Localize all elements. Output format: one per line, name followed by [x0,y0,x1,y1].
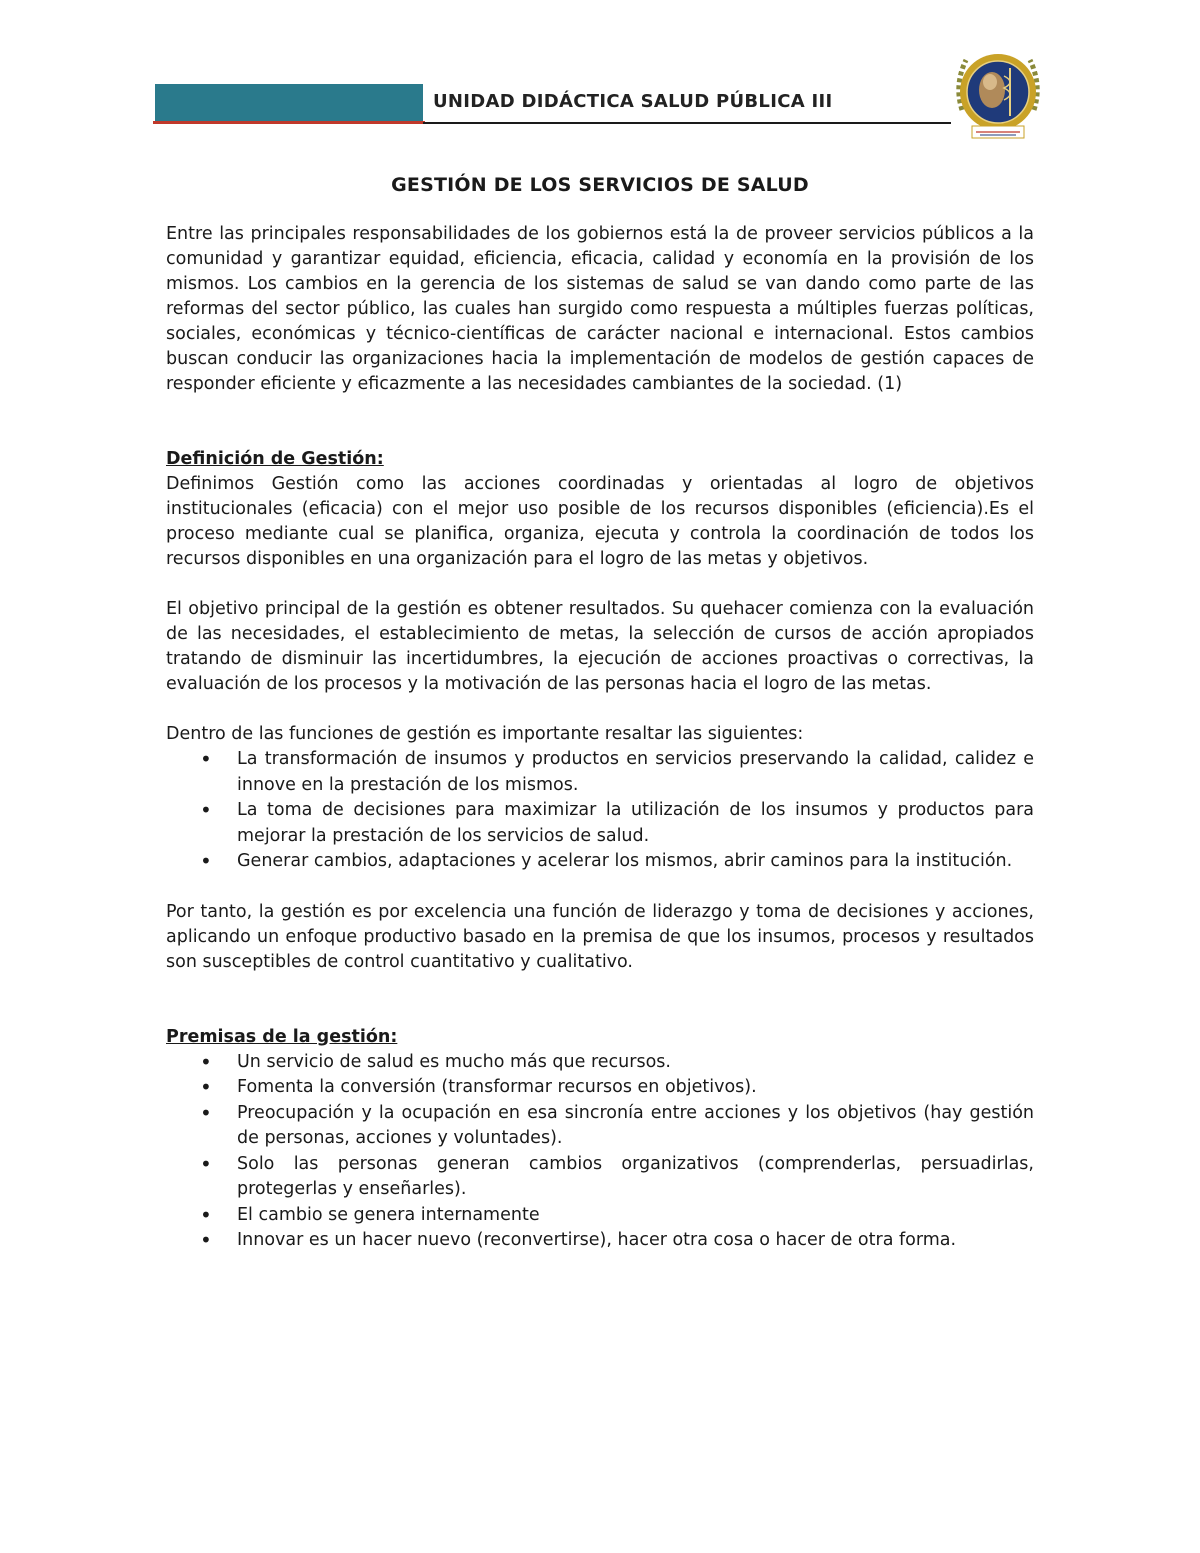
list-item: • Generar cambios, adaptaciones y acelerar los mismos, abrir caminos para la institución. [166,849,1034,875]
header-rule [423,122,951,124]
intro-paragraph: Entre las principales responsabilidades de los gobiernos está la de proveer servicios públicos a la comunidad y garantizar equidad, eficiencia, eficacia, calidad y economía en la provisión de los mismos. Los cambios en la gerencia de los sistemas de salud se van dando como parte de las reformas del sector público, las cuales han surgido como respuesta a múltiples fuerzas políticas, sociales, económicas y técnico-científicas de carácter nacional e internacional. Estos cambios buscan conducir las organizaciones hacia la implementación de modelos de gestión capaces de responder eficiente y eficazmente a las necesidades cambiantes de la sociedad. (1) [166,224,1034,394]
leadership-paragraph: Por tanto, la gestión es por excelencia una función de liderazgo y toma de decisiones y acciones, aplicando un enfoque productivo basado en la premisa de que los insumos, procesos y resultados son susceptibles de control cuantitativo y cualitativo. [166,901,1034,972]
list-item: • Solo las personas generan cambios organizativos (comprenderlas, persuadirlas, protegerlas y enseñarles). [166,1152,1034,1203]
list-item: • El cambio se genera internamente [166,1203,1034,1229]
functions-list [166,747,1034,875]
list-item: • La toma de decisiones para maximizar la utilización de los insumos y productos para mejorar la prestación de los servicios de salud. [166,798,1034,849]
faculty-seal-logo [952,40,1044,144]
list-item: • Preocupación y la ocupación en esa sincronía entre acciones y los objetivos (hay gestión de personas, acciones y voluntades). [166,1101,1034,1152]
objective-paragraph: El objetivo principal de la gestión es obtener resultados. Su quehacer comienza con la evaluación de las necesidades, el establecimiento de metas, la selección de cursos de acción apropiados tratando de disminuir las incertidumbres, la ejecución de acciones proactivas o correctivas, la evaluación de los procesos y la motivación de las personas hacia el logro de las metas. [166,599,1034,694]
definition-heading: Definición de Gestión: [166,449,384,469]
header-color-bar [155,84,423,122]
list-item: • Un servicio de salud es mucho más que recursos. [166,1050,1034,1076]
list-item: • La transformación de insumos y productos en servicios preservando la calidad, calidez e innove en la prestación de los mismos. [166,747,1034,798]
premises-list [166,1050,1034,1254]
functions-intro: Dentro de las funciones de gestión es importante resaltar las siguientes: [166,724,804,744]
list-item: • Fomenta la conversión (transformar recursos en objetivos). [166,1075,1034,1101]
document-title: GESTIÓN DE LOS SERVICIOS DE SALUD [391,174,809,196]
header-accent-rule [153,121,425,124]
header-title: UNIDAD DIDÁCTICA SALUD PÚBLICA III [433,91,833,112]
list-item: • Innovar es un hacer nuevo (reconvertirse), hacer otra cosa o hacer de otra forma. [166,1228,1034,1254]
premises-heading: Premisas de la gestión: [166,1026,398,1047]
document-body [166,174,1034,1254]
definition-paragraph: Definimos Gestión como las acciones coordinadas y orientadas al logro de objetivos institucionales (eficacia) con el mejor uso posible de los recursos disponibles (eficiencia).Es el proceso mediante cual se planifica, organiza, ejecuta y controla la coordinación de todos los recursos disponibles en una organización para el logro de las metas y objetivos. [166,474,1034,569]
